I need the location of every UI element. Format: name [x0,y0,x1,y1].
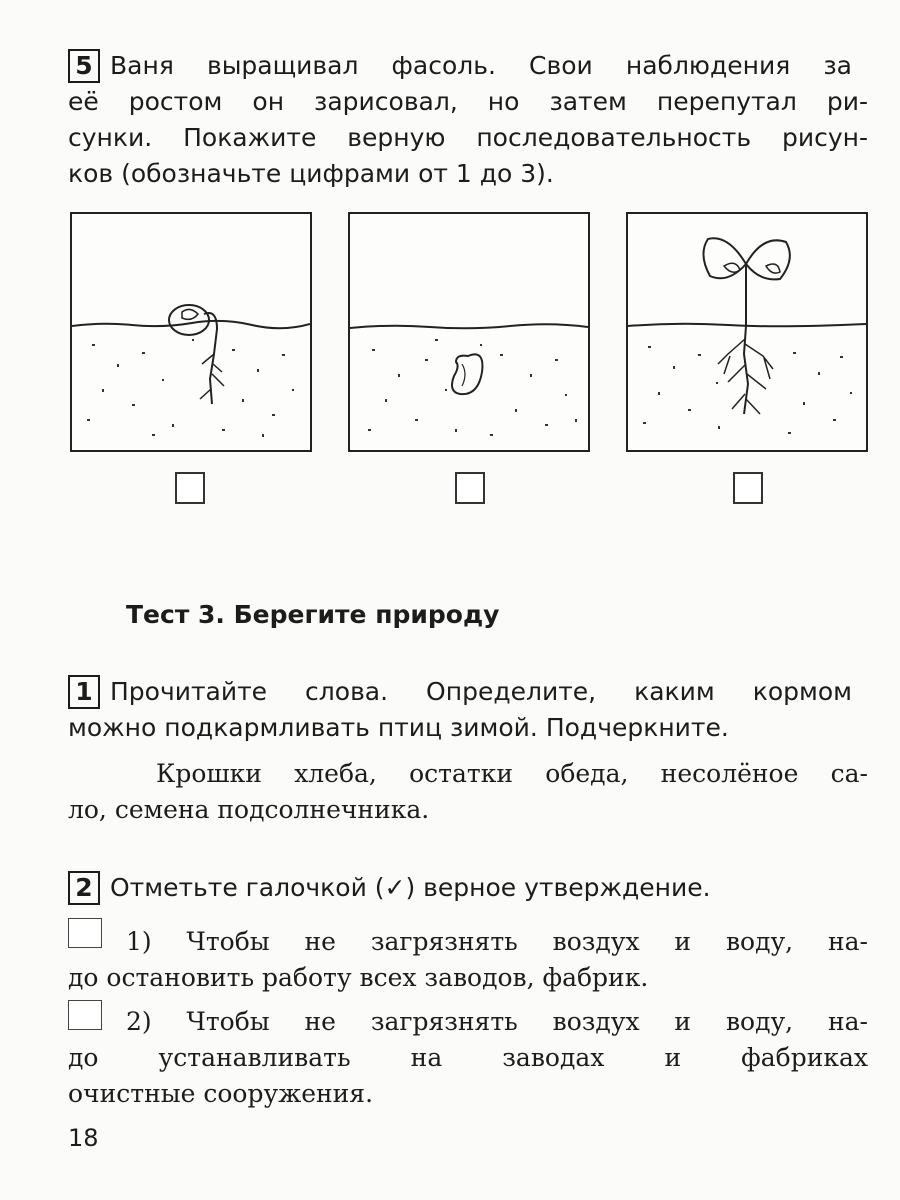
picture-bean-seed [348,212,590,452]
task-1-text-line-1: Прочитайте слова. Определите, каким кормом [110,677,852,706]
task-1-text-line-2: можно подкармливать птиц зимой. Подчеркните. [68,713,729,742]
section-title: Тест 3. Берегите природу [126,600,500,629]
task-number: 1 [68,675,100,709]
task-1-line-1-row [68,674,868,710]
option-2-checkbox[interactable] [68,1000,102,1030]
picture-sprout [70,212,312,452]
option-1-checkbox[interactable] [68,918,102,948]
task-2-instruction-row [68,870,868,906]
task-1-words-line-1: Крошки хлеба, остатки обеда, несолёное са- [156,759,868,788]
page-number: 18 [68,1124,99,1152]
task-5 [68,48,868,84]
option-1-line-2: до остановить работу всех заводов, фабрик. [68,963,649,992]
task-2-instruction: Отметьте галочкой (✓) верное утверждение. [110,873,711,902]
task-1-words-line-2: ло, семена подсолнечника. [68,795,430,824]
task-text-line-4: ков (обозначьте цифрами от 1 до 3). [68,159,554,188]
task-number: 2 [68,871,100,905]
answer-box-2[interactable] [455,472,485,504]
task-text-line-3: сунки. Покажите верную последовательность рисун- [68,123,868,152]
option-2-line-1: 2) Чтобы не загрязнять воздух и воду, на- [126,1007,868,1036]
option-2-line-3: очистные сооружения. [68,1079,374,1108]
task-text-line-1: Ваня выращивал фасоль. Свои наблюдения за [110,51,852,80]
answer-box-3[interactable] [733,472,763,504]
picture-grown-plant [626,212,868,452]
option-2-line-2: до устанавливать на заводах и фабриках [68,1043,868,1072]
task-number: 5 [68,49,100,83]
answer-box-1[interactable] [175,472,205,504]
task-text-line-2: её ростом он зарисовал, но затем перепутал ри- [68,87,868,116]
option-1-line-1: 1) Чтобы не загрязнять воздух и воду, на- [126,927,868,956]
